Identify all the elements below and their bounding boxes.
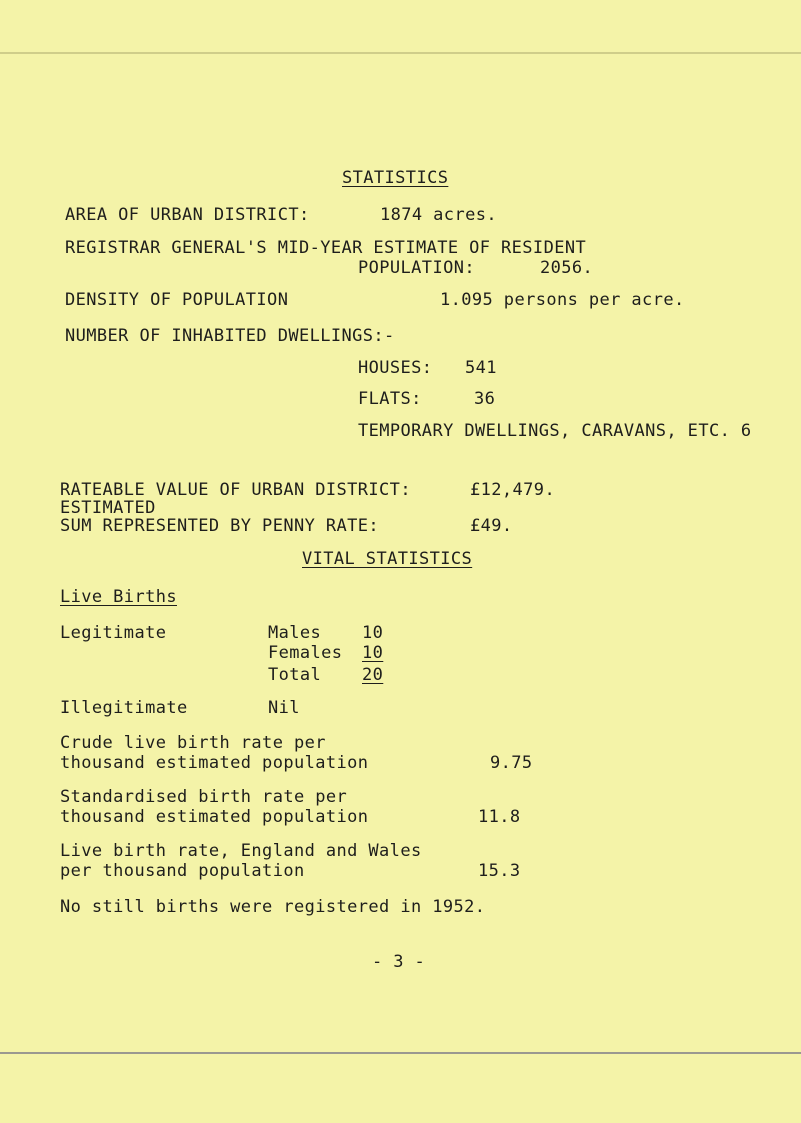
standardised-rate-value: 11.8 (478, 807, 521, 827)
standardised-rate-line1: Standardised birth rate per (60, 787, 348, 807)
flats-label: FLATS: (358, 389, 422, 409)
crude-rate-line2: thousand estimated population (60, 753, 369, 773)
penny-rate-label-line2: SUM REPRESENTED BY PENNY RATE: (60, 516, 380, 536)
registrar-population-label: POPULATION: (358, 258, 475, 278)
total-value: 20 (362, 665, 384, 685)
penny-rate-label-line1: ESTIMATED (60, 498, 156, 518)
bottom-edge-rule (0, 1052, 801, 1054)
females-value: 10 (362, 643, 384, 663)
england-rate-value: 15.3 (478, 861, 521, 881)
houses-value: 541 (465, 358, 497, 378)
still-births-note: No still births were registered in 1952. (60, 897, 486, 917)
registrar-population-value: 2056. (540, 258, 594, 278)
density-label: DENSITY OF POPULATION (65, 290, 289, 310)
legitimate-label: Legitimate (60, 623, 167, 643)
penny-rate-value: £49. (470, 516, 513, 536)
live-births-heading: Live Births (60, 587, 177, 607)
total-label: Total (268, 665, 322, 685)
england-rate-line2: per thousand population (60, 861, 305, 881)
england-rate-line1: Live birth rate, England and Wales (60, 841, 422, 861)
standardised-rate-line2: thousand estimated population (60, 807, 369, 827)
crude-rate-line1: Crude live birth rate per (60, 733, 326, 753)
vital-statistics-title: VITAL STATISTICS (302, 549, 473, 569)
dwellings-heading: NUMBER OF INHABITED DWELLINGS:- (65, 326, 395, 346)
density-value: 1.095 persons per acre. (440, 290, 685, 310)
flats-value: 36 (474, 389, 496, 409)
temporary-dwellings: TEMPORARY DWELLINGS, CARAVANS, ETC. 6 (358, 421, 752, 441)
rateable-value-label: RATEABLE VALUE OF URBAN DISTRICT: (60, 480, 411, 500)
page-title: STATISTICS (342, 168, 449, 188)
area-value: 1874 acres. (380, 205, 497, 225)
males-value: 10 (362, 623, 384, 643)
females-label: Females (268, 643, 343, 663)
area-label: AREA OF URBAN DISTRICT: (65, 205, 310, 225)
crude-rate-value: 9.75 (490, 753, 533, 773)
top-edge-rule (0, 52, 801, 54)
illegitimate-value: Nil (268, 698, 300, 718)
rateable-value-amount: £12,479. (470, 480, 556, 500)
illegitimate-label: Illegitimate (60, 698, 188, 718)
males-label: Males (268, 623, 322, 643)
houses-label: HOUSES: (358, 358, 433, 378)
page-number: - 3 - (372, 952, 426, 972)
registrar-estimate-heading: REGISTRAR GENERAL'S MID-YEAR ESTIMATE OF RESIDENT (65, 238, 587, 258)
